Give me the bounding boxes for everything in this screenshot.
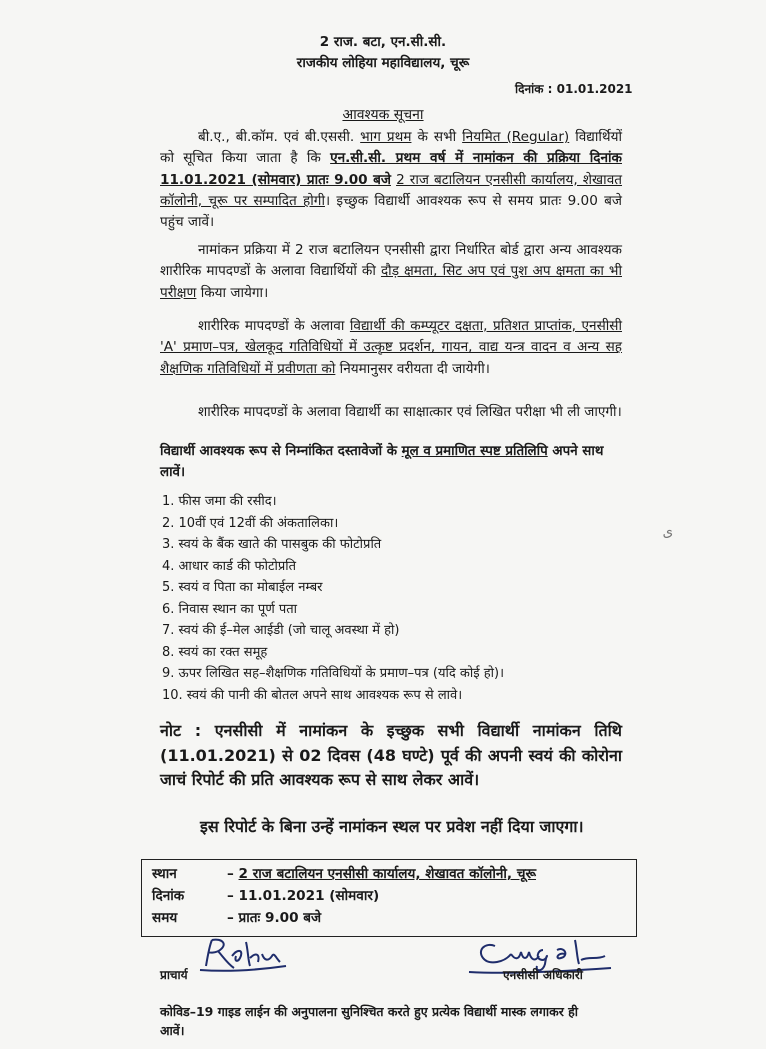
documents-list xyxy=(162,491,504,706)
list-item: 5. स्वयं व पिता का मोबाईल नम्बर xyxy=(162,580,323,595)
covid-note: नोट : एनसीसी में नामांकन के इच्छुक सभी विद्यार्थी नामांकन तिथि (11.01.2021) से 02 दिवस (48 घण्टे) पूर्व की अपनी स्वयं की कोरोना जाचं रिपोर्ट की प्रति आवश्यक रूप से साथ लेकर आवें। xyxy=(160,721,622,789)
venue-date-value: 11.01.2021 (सोमवार) xyxy=(238,888,380,904)
principal-signature xyxy=(198,936,290,974)
notice-title: आवश्यक सूचना xyxy=(342,107,424,123)
venue-place-label: स्थान xyxy=(152,866,177,882)
list-item: 9. ऊपर लिखित सह–शैक्षणिक गतिविधियों के प्रमाण–पत्र (यदि कोई हो)। xyxy=(162,666,505,681)
list-item: 6. निवास स्थान का पूर्ण पता xyxy=(162,601,298,617)
list-item: 1. फीस जमा की रसीद। xyxy=(162,494,277,509)
ncc-officer-label: एनसीसी अधिकारी xyxy=(503,968,583,982)
venue-time-row: समय – प्रातः 9.00 बजे xyxy=(152,910,322,926)
venue-time-label: समय xyxy=(152,910,178,926)
list-item: 2. 10वीं एवं 12वीं की अंकतालिका। xyxy=(162,515,339,531)
venue-box xyxy=(141,859,637,937)
list-item: 8. स्वयं का रक्त समूह xyxy=(162,644,268,660)
covid-guideline-footer: कोविड–19 गाइड लाईन की अनुपालना सुनिश्चित करते हुए प्रत्येक विद्यार्थी मास्क लगाकर ही आवें। xyxy=(160,1004,579,1038)
venue-date-row: दिनांक – 11.01.2021 (सोमवार) xyxy=(152,888,380,904)
covid-note-warning: इस रिपोर्ट के बिना उन्हें नामांकन स्थल पर प्रवेश नहीं दिया जाएगा। xyxy=(200,817,584,836)
header-unit: 2 राज. बटा, एन.सी.सी. xyxy=(319,34,447,50)
documents-heading: विद्यार्थी आवश्यक रूप से निम्नांकित दस्तावेजों के मूल व प्रमाणित स्पष्ट प्रतिलिपि अपने साथ लावें। xyxy=(160,444,604,480)
list-item: 4. आधार कार्ड की फोटोप्रति xyxy=(162,558,297,574)
list-item: 10. स्वयं की पानी की बोतल अपने साथ आवश्यक रूप से लावे। xyxy=(162,687,463,703)
venue-place-row: स्थान – 2 राज बटालियन एनसीसी कार्यालय, शेखावत कॉलोनी, चूरू xyxy=(152,866,537,882)
principal-label: प्राचार्य xyxy=(160,968,188,982)
paragraph-4: शारीरिक मापदण्डों के अलावा विद्यार्थी का साक्षात्कार एवं लिखित परीक्षा भी ली जाएगी। xyxy=(198,404,622,420)
list-item: 3. स्वयं के बैंक खाते की पासबुक की फोटोप्रति xyxy=(162,537,382,552)
paragraph-3: शारीरिक मापदण्डों के अलावा विद्यार्थी की कम्प्यूटर दक्षता, प्रतिशत प्राप्तांक, एनसीसी 'A' प्रमाण–पत्र, खेलकूद गतिविधियों में उत्कृष्ट प्रदर्शन, गायन, वाद्य यन्त्र वादन व अन्य सह शैक्षणिक गतिविधियों में प्रवीणता को नियमानुसर वरीयता दी जायेगी। xyxy=(160,318,622,377)
notice-date: दिनांक : 01.01.2021 xyxy=(515,82,633,96)
list-item: 7. स्वयं की ई–मेल आईडी (जो चालू अवस्था में हो) xyxy=(162,623,400,638)
venue-time-value: प्रातः 9.00 बजे xyxy=(238,910,322,926)
paragraph-2: नामांकन प्रक्रिया में 2 राज बटालियन एनसीसी द्वारा निर्धारित बोर्ड द्वारा अन्य आवश्यक शारीरिक मापदण्डों के अलावा विद्यार्थियों की दौड़ क्षमता, सिट अप एवं पुश अप क्षमता का भी परीक्षण किया जायेगा। xyxy=(160,242,622,301)
paragraph-1: बी.ए., बी.कॉम. एवं बी.एससी. भाग प्रथम के सभी नियमित (Regular) विद्यार्थियों को सूचित किया जाता है कि एन.सी.सी. प्रथम वर्ष में नामांकन की प्रक्रिया दिनांक 11.01.2021 (सोमवार) प्रातः 9.00 बजे 2 राज बटालियन एनसीसी कार्यालय, शेखावत कॉलोनी, चूरू पर सम्पादित होगी। इच्छुक विद्यार्थी आवश्यक रूप से समय प्रातः 9.00 बजे पहुंच जावें। xyxy=(160,129,623,231)
venue-place-value: 2 राज बटालियन एनसीसी कार्यालय, शेखावत कॉलोनी, चूरू xyxy=(238,866,537,882)
venue-date-label: दिनांक xyxy=(152,888,185,904)
stray-mark: ى xyxy=(660,523,675,541)
header-college: राजकीय लोहिया महाविद्यालय, चूरू xyxy=(296,55,470,71)
